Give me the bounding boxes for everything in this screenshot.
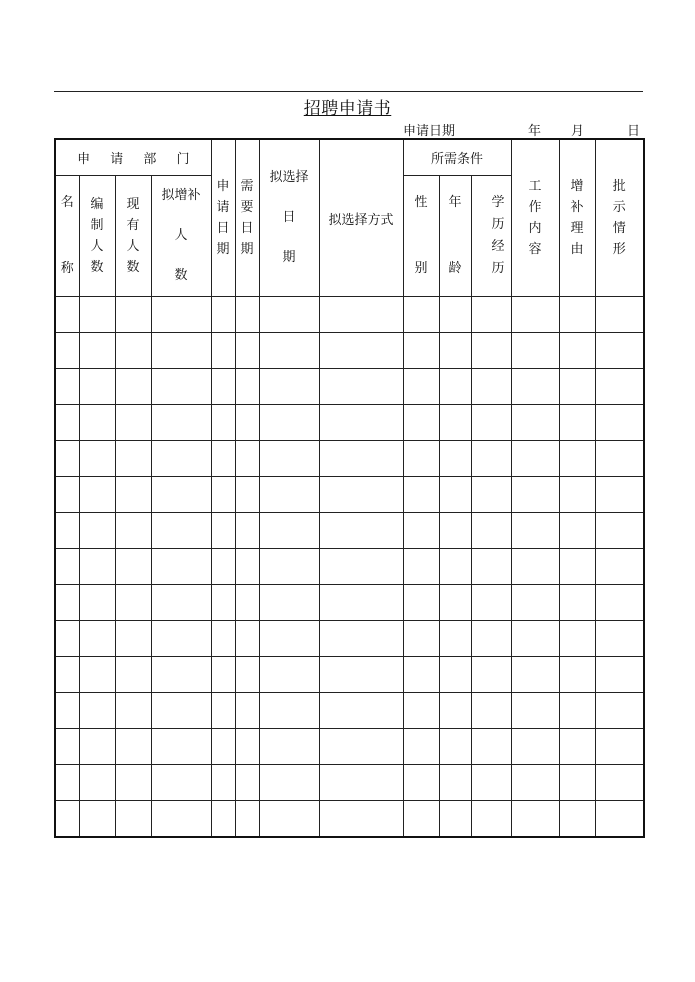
table-cell[interactable] [211,657,235,693]
table-cell[interactable] [235,513,259,549]
table-cell[interactable] [403,477,439,513]
table-cell[interactable] [259,729,319,765]
table-cell[interactable] [211,585,235,621]
table-cell[interactable] [439,333,471,369]
table-cell[interactable] [595,657,644,693]
table-cell[interactable] [439,297,471,333]
table-cell[interactable] [471,657,511,693]
table-cell[interactable] [79,621,115,657]
header-apply-date: 申 请 日 期 [211,139,235,297]
table-cell[interactable] [259,477,319,513]
table-cell[interactable] [79,513,115,549]
table-cell[interactable] [403,441,439,477]
table-cell[interactable] [55,801,79,838]
table-cell[interactable] [235,297,259,333]
table-cell[interactable] [439,549,471,585]
table-cell[interactable] [151,693,211,729]
table-cell[interactable] [471,369,511,405]
table-cell[interactable] [595,765,644,801]
table-cell[interactable] [511,297,559,333]
table-cell[interactable] [115,405,151,441]
table-cell[interactable] [115,729,151,765]
day-label: 日 [627,124,641,139]
table-cell[interactable] [115,369,151,405]
table-cell[interactable] [235,405,259,441]
table-cell[interactable] [115,549,151,585]
header-age: 年 龄 [439,176,471,297]
table-cell[interactable] [151,585,211,621]
table-cell[interactable] [235,765,259,801]
table-cell[interactable] [151,621,211,657]
table-cell[interactable] [151,369,211,405]
table-cell[interactable] [511,369,559,405]
table-cell[interactable] [151,405,211,441]
table-cell[interactable] [595,621,644,657]
table-cell[interactable] [439,693,471,729]
table-row [55,333,644,369]
table-cell[interactable] [511,405,559,441]
table-cell[interactable] [471,405,511,441]
header-conditions-group: 所需条件 [403,139,511,176]
table-cell[interactable] [55,297,79,333]
table-cell[interactable] [235,729,259,765]
table-cell[interactable] [235,585,259,621]
table-cell[interactable] [151,513,211,549]
table-cell[interactable] [319,765,403,801]
table-row [55,585,644,621]
table-cell[interactable] [259,657,319,693]
table-cell[interactable] [79,693,115,729]
table-cell[interactable] [319,657,403,693]
table-cell[interactable] [235,549,259,585]
table-cell[interactable] [403,369,439,405]
table-cell[interactable] [471,441,511,477]
table-cell[interactable] [595,369,644,405]
table-cell[interactable] [559,621,595,657]
table-cell[interactable] [235,477,259,513]
table-cell[interactable] [319,297,403,333]
table-cell[interactable] [595,405,644,441]
table-cell[interactable] [319,549,403,585]
header-need-date: 需 要 日 期 [235,139,259,297]
table-cell[interactable] [235,657,259,693]
table-cell[interactable] [115,585,151,621]
table-cell[interactable] [151,333,211,369]
header-dept-group: 申 请 部 门 [55,139,211,176]
table-cell[interactable] [211,729,235,765]
table-cell[interactable] [79,477,115,513]
table-cell[interactable] [235,801,259,838]
header-gender: 性 别 [403,176,439,297]
table-cell[interactable] [511,657,559,693]
table-cell[interactable] [115,333,151,369]
table-cell[interactable] [259,513,319,549]
table-cell[interactable] [115,693,151,729]
header-approval: 批 示 情 形 [595,139,644,297]
table-cell[interactable] [319,369,403,405]
table-cell[interactable] [511,549,559,585]
table-cell[interactable] [55,765,79,801]
table-cell[interactable] [319,441,403,477]
table-cell[interactable] [511,513,559,549]
table-cell[interactable] [595,513,644,549]
table-cell[interactable] [115,513,151,549]
header-name: 名 称 [55,176,79,297]
table-cell[interactable] [403,693,439,729]
table-cell[interactable] [403,585,439,621]
table-cell[interactable] [439,585,471,621]
table-cell[interactable] [403,513,439,549]
table-cell[interactable] [559,729,595,765]
table-cell[interactable] [439,729,471,765]
table-cell[interactable] [559,441,595,477]
table-cell[interactable] [595,585,644,621]
table-cell[interactable] [235,693,259,729]
header-education: 学 历 经 历 [471,176,511,297]
table-cell[interactable] [211,297,235,333]
table-cell[interactable] [403,729,439,765]
header-current: 现 有 人 数 [115,176,151,297]
table-cell[interactable] [471,513,511,549]
table-cell[interactable] [211,765,235,801]
table-cell[interactable] [559,693,595,729]
table-cell[interactable] [151,549,211,585]
table-cell[interactable] [595,333,644,369]
table-cell[interactable] [595,801,644,838]
table-cell[interactable] [439,369,471,405]
table-cell[interactable] [403,333,439,369]
table-cell[interactable] [559,765,595,801]
table-cell[interactable] [79,369,115,405]
table-cell[interactable] [151,801,211,838]
table-cell[interactable] [471,729,511,765]
table-cell[interactable] [55,657,79,693]
table-cell[interactable] [259,801,319,838]
apply-date-label: 申请日期 [403,124,456,139]
table-cell[interactable] [471,297,511,333]
table-cell[interactable] [55,729,79,765]
table-cell[interactable] [559,297,595,333]
table-cell[interactable] [559,549,595,585]
table-cell[interactable] [559,333,595,369]
table-cell[interactable] [259,333,319,369]
table-cell[interactable] [55,585,79,621]
table-cell[interactable] [319,801,403,838]
table-cell[interactable] [211,621,235,657]
table-cell[interactable] [403,297,439,333]
table-cell[interactable] [55,693,79,729]
table-cell[interactable] [595,693,644,729]
table-row [55,477,644,513]
table-cell[interactable] [79,297,115,333]
table-row [55,513,644,549]
table-cell[interactable] [79,765,115,801]
table-cell[interactable] [211,369,235,405]
table-cell[interactable] [211,549,235,585]
table-cell[interactable] [211,441,235,477]
table-cell[interactable] [439,477,471,513]
table-cell[interactable] [55,405,79,441]
table-cell[interactable] [559,405,595,441]
table-cell[interactable] [403,765,439,801]
table-cell[interactable] [115,765,151,801]
table-cell[interactable] [259,369,319,405]
table-cell[interactable] [595,477,644,513]
year-label: 年 [528,124,542,139]
table-cell[interactable] [439,441,471,477]
table-cell[interactable] [403,621,439,657]
table-cell[interactable] [115,657,151,693]
table-cell[interactable] [55,333,79,369]
form-title: 招聘申请书 [303,99,392,119]
table-cell[interactable] [259,297,319,333]
table-cell[interactable] [319,513,403,549]
table-cell[interactable] [595,549,644,585]
table-cell[interactable] [319,477,403,513]
table-row [55,549,644,585]
table-cell[interactable] [79,801,115,838]
table-cell[interactable] [471,549,511,585]
table-cell[interactable] [235,333,259,369]
table-cell[interactable] [511,621,559,657]
table-cell[interactable] [511,693,559,729]
table-cell[interactable] [471,621,511,657]
table-cell[interactable] [595,729,644,765]
table-cell[interactable] [115,801,151,838]
table-cell[interactable] [511,801,559,838]
table-cell[interactable] [55,369,79,405]
table-cell[interactable] [319,621,403,657]
table-cell[interactable] [471,801,511,838]
table-cell[interactable] [439,801,471,838]
table-cell[interactable] [235,369,259,405]
table-cell[interactable] [319,585,403,621]
table-cell[interactable] [259,405,319,441]
table-cell[interactable] [151,657,211,693]
table-cell[interactable] [79,333,115,369]
table-cell[interactable] [211,801,235,838]
table-cell[interactable] [211,477,235,513]
table-cell[interactable] [151,297,211,333]
table-cell[interactable] [319,729,403,765]
table-cell[interactable] [319,405,403,441]
table-cell[interactable] [259,621,319,657]
table-cell[interactable] [115,441,151,477]
table-row [55,801,644,838]
table-cell[interactable] [471,693,511,729]
table-cell[interactable] [439,513,471,549]
table-cell[interactable] [403,801,439,838]
table-cell[interactable] [79,729,115,765]
table-cell[interactable] [79,441,115,477]
table-cell[interactable] [403,549,439,585]
table-cell[interactable] [439,405,471,441]
table-cell[interactable] [55,621,79,657]
table-cell[interactable] [559,513,595,549]
table-cell[interactable] [511,765,559,801]
table-cell[interactable] [511,333,559,369]
table-cell[interactable] [595,297,644,333]
table-cell[interactable] [559,585,595,621]
table-cell[interactable] [79,405,115,441]
table-row [55,369,644,405]
table-cell[interactable] [259,441,319,477]
table-cell[interactable] [471,333,511,369]
table-row [55,297,644,333]
table-row [55,765,644,801]
table-row [55,441,644,477]
table-cell[interactable] [151,765,211,801]
table-cell[interactable] [559,801,595,838]
table-cell[interactable] [211,333,235,369]
table-cell[interactable] [403,657,439,693]
header-select-method: 拟选择方式 [319,139,403,297]
table-cell[interactable] [511,441,559,477]
table-cell[interactable] [211,513,235,549]
table-cell[interactable] [151,477,211,513]
table-cell[interactable] [319,333,403,369]
table-cell[interactable] [559,477,595,513]
table-cell[interactable] [55,441,79,477]
table-cell[interactable] [259,585,319,621]
table-cell[interactable] [151,729,211,765]
header-work-content: 工 作 内 容 [511,139,559,297]
table-cell[interactable] [559,369,595,405]
table-cell[interactable] [151,441,211,477]
table-row [55,729,644,765]
table-cell[interactable] [55,477,79,513]
table-cell[interactable] [79,549,115,585]
table-cell[interactable] [511,585,559,621]
table-cell[interactable] [55,513,79,549]
top-rule [54,91,643,92]
table-row [55,405,644,441]
form-body [55,297,644,838]
table-cell[interactable] [79,585,115,621]
table-row [55,693,644,729]
table-cell[interactable] [471,765,511,801]
header-planned-add: 拟增补 人 数 [151,176,211,297]
table-cell[interactable] [471,477,511,513]
table-cell[interactable] [439,657,471,693]
table-cell[interactable] [115,297,151,333]
table-cell[interactable] [319,693,403,729]
table-cell[interactable] [259,549,319,585]
table-row [55,657,644,693]
table-cell[interactable] [211,405,235,441]
header-reason: 增 补 理 由 [559,139,595,297]
table-cell[interactable] [403,405,439,441]
recruitment-form-table [54,138,645,838]
table-cell[interactable] [115,477,151,513]
table-cell[interactable] [511,477,559,513]
table-cell[interactable] [235,621,259,657]
table-cell[interactable] [235,441,259,477]
table-cell[interactable] [259,765,319,801]
table-cell[interactable] [511,729,559,765]
table-cell[interactable] [471,585,511,621]
table-cell[interactable] [115,621,151,657]
header-select-date: 拟选择 日 期 [259,139,319,297]
table-cell[interactable] [595,441,644,477]
header-staffing: 编 制 人 数 [79,176,115,297]
table-cell[interactable] [55,549,79,585]
month-label: 月 [571,124,585,139]
table-cell[interactable] [439,765,471,801]
table-cell[interactable] [211,693,235,729]
table-cell[interactable] [559,657,595,693]
table-cell[interactable] [79,657,115,693]
table-row [55,621,644,657]
table-cell[interactable] [259,693,319,729]
table-cell[interactable] [439,621,471,657]
